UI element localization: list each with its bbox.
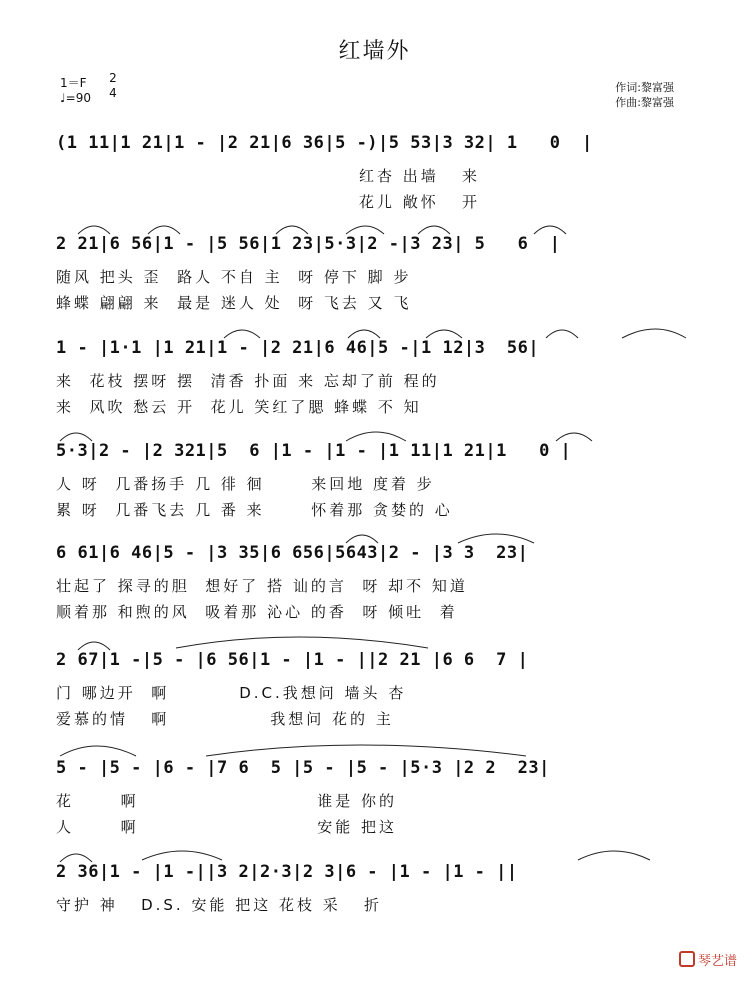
notation-line: 1 - |1·1 |1 21|1 - |2 21|6 46|5 -|1 12|3 56| [56,338,540,358]
lyric-verse-1: 红杏 出墙 来 [56,167,481,185]
time-bottom: 4 [109,86,117,100]
key-time-signature [60,71,117,106]
slur-marks [56,525,700,545]
lyric-verse-2: 蜂蝶 翩翩 来 最是 迷人 处 呀 飞去 又 飞 [56,294,412,312]
notation-line: 6 61|6 46|5 - |3 35|6 656|5643|2 - |3 3 23| [56,543,529,563]
notation-line: 2 67|1 -|5 - |6 56|1 - |1 - ||2 21 |6 6 7 | [56,650,529,670]
slur-marks [56,320,700,340]
slur-marks [56,844,700,864]
lyricist: 作词:黎富强 [615,81,674,94]
lyric-verse-1: 随风 把头 歪 路人 不自 主 呀 停下 脚 步 [56,268,412,286]
notation-line: 2 21|6 56|1 - |5 56|1 23|5·3|2 -|3 23| 5 6 | [56,234,561,254]
slur-marks [56,216,700,236]
credits [615,80,674,110]
slur-marks [56,423,700,443]
time-signature [106,71,120,101]
lyric-verse-1: 门 哪边开 啊 D.C.我想问 墙头 杏 [56,684,407,702]
notation-line: 5·3|2 - |2 321|5 6 |1 - |1 - |1 11|1 21|1 0 | [56,441,572,461]
lyric-verse-2: 来 风吹 愁云 开 花儿 笑红了腮 蜂蝶 不 知 [56,398,422,416]
key-signature: 1＝F [60,76,87,90]
slur-marks [56,632,700,652]
lyric-verse-1: 壮起了 探寻的胆 想好了 搭 讪的言 呀 却不 知道 [56,577,468,595]
slur-marks [56,740,700,760]
notation-line: 5 - |5 - |6 - |7 6 5 |5 - |5 - |5·3 |2 2 23| [56,758,550,778]
tempo-marking: ♩=90 [60,91,91,105]
lyric-verse-2: 累 呀 几番飞去 几 番 来 怀着那 贪婪的 心 [56,501,453,519]
composer: 作曲:黎富强 [615,96,674,109]
lyric-verse-2: 人 啊 安能 把这 [56,818,398,836]
lyric-verse-1: 花 啊 谁是 你的 [56,792,398,810]
logo-icon [679,951,695,967]
lyric-verse-1: 人 呀 几番扬手 几 徘 徊 来回地 度着 步 [56,475,435,493]
notation-line: 2 36|1 - |1 -||3 2|2·3|2 3|6 - |1 - |1 - || [56,862,518,882]
song-title: 红墙外 [338,39,411,64]
lyric-verse-2: 顺着那 和煦的风 吸着那 沁心 的香 呀 倾吐 着 [56,603,458,621]
lyric-verse-2: 爱慕的情 啊 我想问 花的 主 [56,710,394,728]
lyric-verse-1: 来 花枝 摆呀 摆 清香 扑面 来 忘却了前 程的 [56,372,440,390]
lyric-verse-1: 守护 神 D.S. 安能 把这 花枝 采 折 [56,896,383,914]
lyric-verse-2: 花儿 敞怀 开 [56,193,481,211]
logo-text: 琴艺谱 [697,954,737,969]
time-top: 2 [109,71,117,85]
site-logo [679,950,737,969]
notation-line: (1 11|1 21|1 - |2 21|6 36|5 -)|5 53|3 32| 1 0 | [56,133,593,153]
